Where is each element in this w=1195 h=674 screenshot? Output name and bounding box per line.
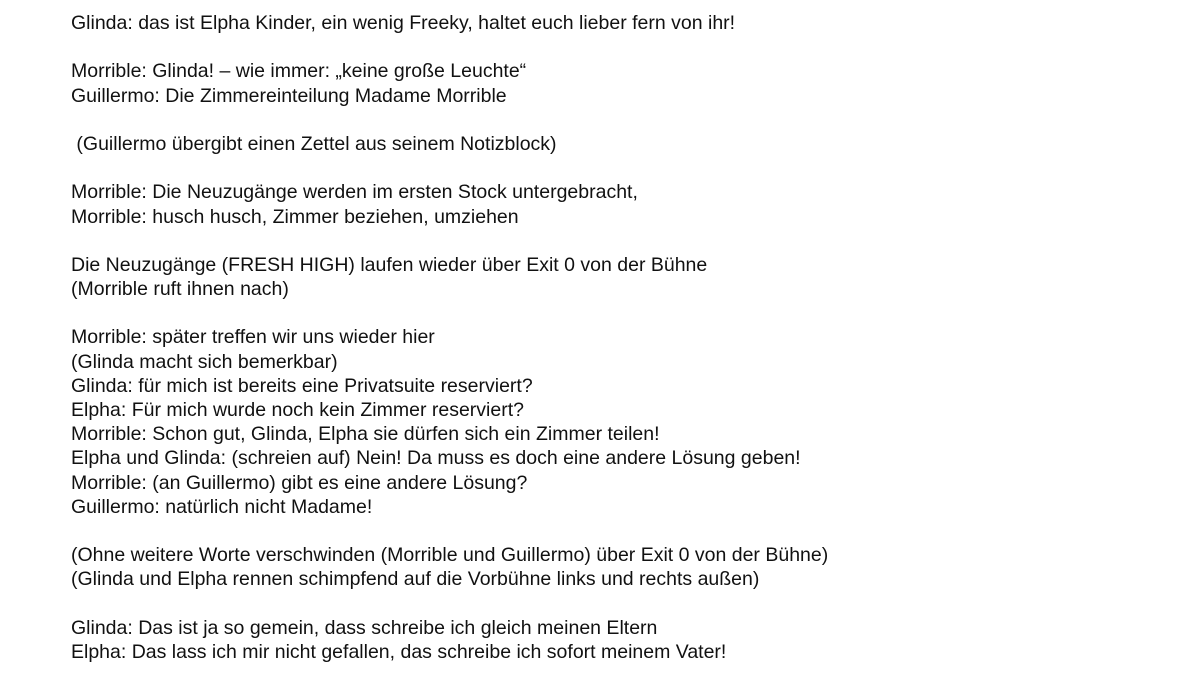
script-line: Guillermo: Die Zimmereinteilung Madame Morrible: [71, 84, 507, 107]
script-line: Glinda: für mich ist bereits eine Privatsuite reserviert?: [71, 374, 533, 397]
script-line: Elpha und Glinda: (schreien auf) Nein! Da muss es doch eine andere Lösung geben!: [71, 447, 801, 470]
blank-line: [71, 301, 1195, 325]
script-line: Glinda: Das ist ja so gemein, dass schreibe ich gleich meinen Eltern: [71, 616, 658, 639]
script-line: Elpha: Für mich wurde noch kein Zimmer reserviert?: [71, 399, 524, 421]
blank-line: [71, 519, 1195, 543]
blank-line: [71, 156, 1195, 180]
stage-direction: (Ohne weitere Worte verschwinden (Morrible und Guillermo) über Exit 0 von der Bühne): [71, 544, 829, 567]
stage-direction: (Glinda macht sich bemerkbar): [71, 350, 338, 373]
blank-line: [71, 108, 1195, 132]
document-page: [71, 11, 1195, 664]
script-line: Morrible: Die Neuzugänge werden im ersten Stock untergebracht,: [71, 181, 638, 204]
stage-direction: (Guillermo übergibt einen Zettel aus seinem Notizblock): [71, 132, 557, 155]
script-line: Glinda: das ist Elpha Kinder, ein wenig Freeky, haltet euch lieber fern von ihr!: [71, 12, 736, 34]
script-line: Elpha: Das lass ich mir nicht gefallen, das schreibe ich sofort meinem Vater!: [71, 640, 727, 663]
blank-line: [71, 229, 1195, 253]
script-line: Guillermo: natürlich nicht Madame!: [71, 495, 373, 518]
script-line: Morrible: später treffen wir uns wieder hier: [71, 326, 435, 349]
script-line: Morrible: Schon gut, Glinda, Elpha sie dürfen sich ein Zimmer teilen!: [71, 423, 660, 446]
blank-line: [71, 592, 1195, 616]
stage-direction: (Morrible ruft ihnen nach): [71, 278, 289, 301]
script-line: Morrible: Glinda! – wie immer: „keine große Leuchte“: [71, 60, 527, 83]
script-line: Morrible: (an Guillermo) gibt es eine andere Lösung?: [71, 471, 528, 494]
stage-direction: (Glinda und Elpha rennen schimpfend auf die Vorbühne links und rechts außen): [71, 568, 760, 591]
stage-direction: Die Neuzugänge (FRESH HIGH) laufen wieder über Exit 0 von der Bühne: [71, 253, 708, 276]
script-line: Morrible: husch husch, Zimmer beziehen, umziehen: [71, 205, 519, 228]
blank-line: [71, 35, 1195, 59]
